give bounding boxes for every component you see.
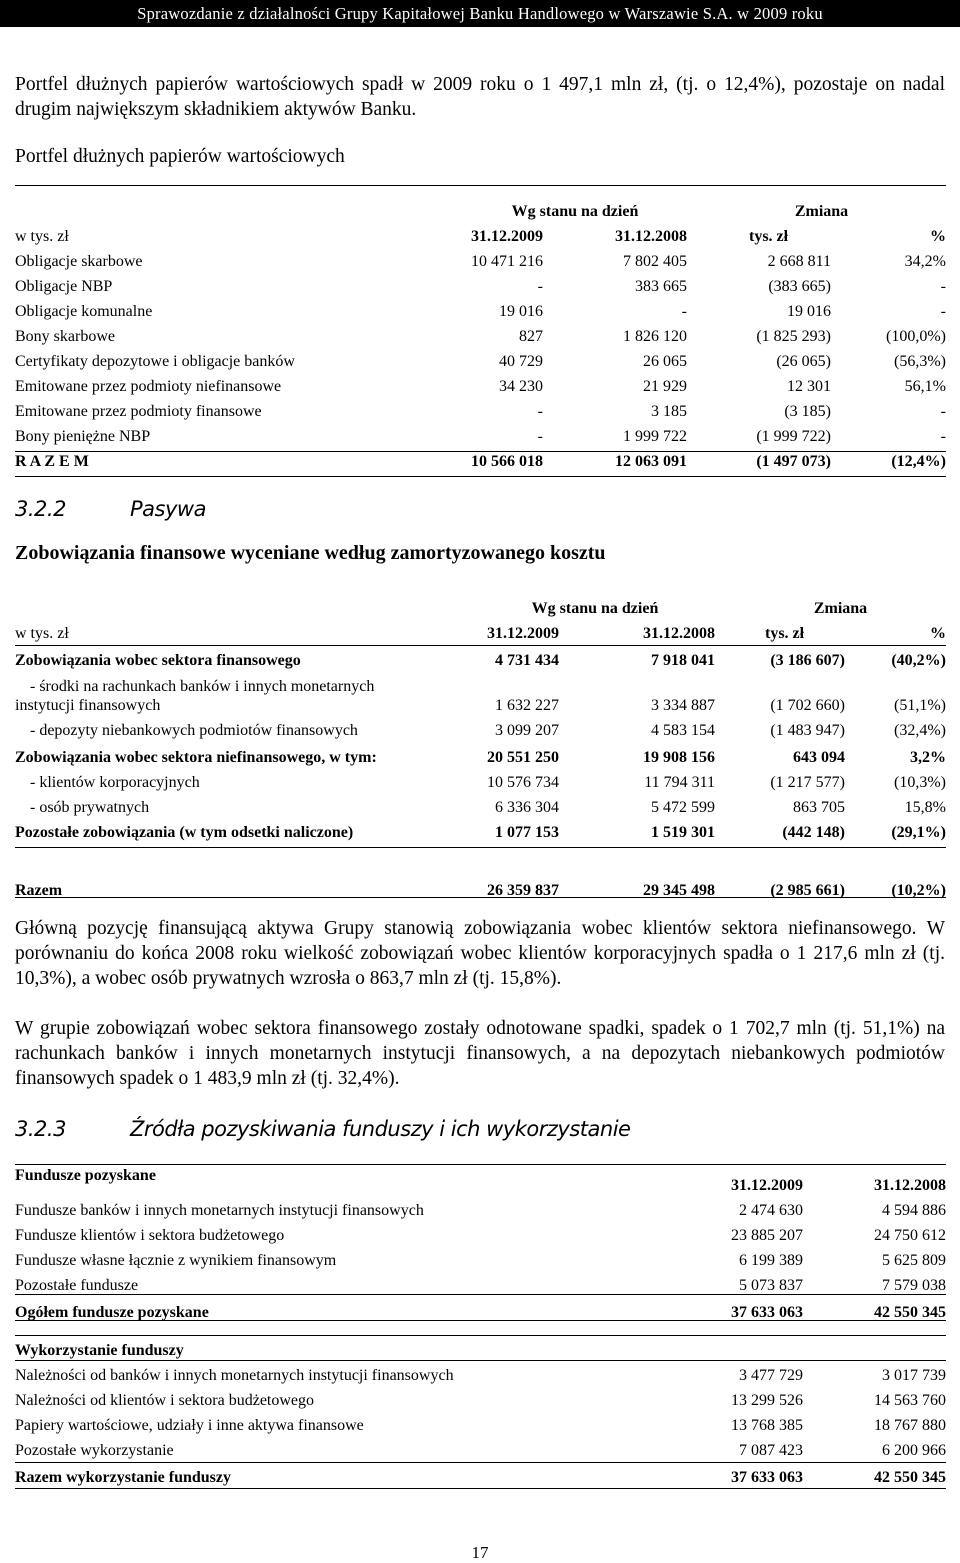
row-value-2009: 4 731 434 bbox=[495, 652, 559, 669]
row-value-2009: - bbox=[537, 428, 543, 445]
usage-table bbox=[15, 1335, 946, 1487]
row-value-2009: 6 336 304 bbox=[495, 799, 559, 816]
table-row bbox=[15, 346, 946, 371]
row-change-pct: - bbox=[940, 278, 946, 295]
row-change-pct: - bbox=[940, 428, 946, 445]
table-row bbox=[15, 396, 946, 421]
row-label: Obligacje skarbowe bbox=[15, 253, 143, 270]
row-label: Certyfikaty depozytowe i obligacje banków bbox=[15, 353, 295, 370]
table-row bbox=[15, 421, 946, 446]
row-change-pct: (56,3%) bbox=[894, 353, 946, 370]
table-row bbox=[15, 371, 946, 396]
table-row bbox=[15, 1245, 946, 1270]
row-change-abs: (383 665) bbox=[768, 278, 831, 295]
row-value-2009: 5 073 837 bbox=[739, 1277, 803, 1294]
section-title-323: Źródła pozyskiwania funduszy i ich wykorzystanie bbox=[130, 1117, 631, 1141]
table-row bbox=[15, 792, 946, 817]
row-value-2009: - bbox=[537, 278, 543, 295]
row-label: Bony skarbowe bbox=[15, 328, 115, 345]
section-number-323: 3.2.3 bbox=[15, 1117, 66, 1141]
row-value-2008: 5 472 599 bbox=[651, 799, 715, 816]
table-row bbox=[15, 740, 946, 767]
liabilities-title: Zobowiązania finansowe wyceniane według zamortyzowanego kosztu bbox=[15, 542, 606, 564]
liabilities-head-group: Wg stanu na dzień bbox=[531, 600, 659, 617]
usage-header-rule bbox=[15, 1360, 946, 1361]
row-label: Emitowane przez podmioty niefinansowe bbox=[15, 378, 282, 395]
total-change-pct: (12,4%) bbox=[891, 453, 946, 470]
row-label: Papiery wartościowe, udziały i inne aktywa finansowe bbox=[15, 1417, 364, 1434]
row-value-2008: 4 583 154 bbox=[651, 722, 715, 739]
row-value-2009: 6 199 389 bbox=[739, 1252, 803, 1269]
row-value-2008: 3 185 bbox=[651, 403, 687, 420]
row-label: Obligacje komunalne bbox=[15, 303, 153, 320]
portfolio-column-header-row bbox=[15, 221, 946, 246]
row-change-pct: - bbox=[940, 303, 946, 320]
row-value-2008: 18 767 880 bbox=[874, 1417, 946, 1434]
total-value-2008: 12 063 091 bbox=[615, 453, 687, 470]
row-value-2008: 26 065 bbox=[643, 353, 687, 370]
row-value-2009: 3 477 729 bbox=[739, 1367, 803, 1384]
total-value-2009: 10 566 018 bbox=[471, 453, 543, 470]
liabilities-column-header-row bbox=[15, 618, 946, 643]
portfolio-col-2008: 31.12.2008 bbox=[615, 228, 687, 245]
row-label-line1: - środki na rachunkach banków i innych monetarnych bbox=[30, 678, 375, 695]
usage-total-top-rule bbox=[15, 1462, 946, 1463]
portfolio-col-change-abs: tys. zł bbox=[749, 228, 789, 245]
row-value-2008: 5 625 809 bbox=[882, 1252, 946, 1269]
page-header: Sprawozdanie z działalności Grupy Kapitałowej Banku Handlowego w Warszawie S.A. w 2009 roku bbox=[0, 0, 960, 27]
row-label: Pozostałe zobowiązania (w tym odsetki naliczone) bbox=[15, 824, 354, 841]
row-change-abs: (442 148) bbox=[782, 824, 845, 841]
portfolio-head-group: Wg stanu na dzień bbox=[511, 203, 639, 220]
liabilities-table bbox=[15, 593, 946, 900]
row-value-2009: 827 bbox=[519, 328, 543, 345]
usage-title: Wykorzystanie funduszy bbox=[15, 1342, 184, 1359]
row-change-abs: (1 483 947) bbox=[770, 722, 845, 739]
row-change-pct: 15,8% bbox=[904, 799, 946, 816]
total-value-2008: 29 345 498 bbox=[643, 882, 715, 899]
liabilities-header-rule bbox=[15, 645, 946, 646]
row-label: Bony pieniężne NBP bbox=[15, 428, 151, 445]
table-row bbox=[15, 715, 946, 740]
funds-col-2009: 31.12.2009 bbox=[731, 1177, 803, 1194]
row-label: Pozostałe wykorzystanie bbox=[15, 1442, 174, 1459]
total-value-2009: 37 633 063 bbox=[731, 1469, 803, 1486]
row-value-2008: 4 594 886 bbox=[882, 1202, 946, 1219]
table-row bbox=[15, 643, 946, 670]
portfolio-unit: w tys. zł bbox=[15, 228, 69, 245]
row-value-2009: 10 576 734 bbox=[487, 774, 559, 791]
intro-paragraph: Portfel dłużnych papierów wartościowych spadł w 2009 roku o 1 497,1 mln zł, (tj. o 12,4%), pozostaje on nadal drugim największym składnikiem aktywów Banku. bbox=[15, 74, 945, 120]
row-change-pct: 34,2% bbox=[904, 253, 946, 270]
row-label: - klientów korporacyjnych bbox=[30, 774, 200, 791]
row-change-pct: (40,2%) bbox=[891, 652, 946, 669]
section-title-322: Pasywa bbox=[130, 497, 206, 521]
total-value-2009: 37 633 063 bbox=[731, 1304, 803, 1321]
row-value-2008: 7 918 041 bbox=[651, 652, 715, 669]
portfolio-top-rule bbox=[15, 185, 946, 186]
row-label: - depozyty niebankowych podmiotów finansowych bbox=[30, 722, 358, 739]
row-value-2009: 2 474 630 bbox=[739, 1202, 803, 1219]
total-value-2008: 42 550 345 bbox=[874, 1304, 946, 1321]
row-label-line2: instytucji finansowych bbox=[15, 697, 161, 714]
row-change-pct: (29,1%) bbox=[891, 824, 946, 841]
row-change-abs: (1 217 577) bbox=[770, 774, 845, 791]
total-label: Ogółem fundusze pozyskane bbox=[15, 1304, 209, 1321]
row-value-2008: 19 908 156 bbox=[643, 749, 715, 766]
total-row bbox=[15, 1295, 946, 1322]
row-change-abs: (1 825 293) bbox=[756, 328, 831, 345]
total-label: Razem wykorzystanie funduszy bbox=[15, 1469, 231, 1486]
row-value-2009: 19 016 bbox=[499, 303, 543, 320]
row-change-pct: 3,2% bbox=[910, 749, 946, 766]
funds-col-2008: 31.12.2008 bbox=[874, 1177, 946, 1194]
row-change-pct: (10,3%) bbox=[894, 774, 946, 791]
liabilities-col-change-pct: % bbox=[930, 625, 946, 642]
row-label: Zobowiązania wobec sektora niefinansowego, w tym: bbox=[15, 749, 377, 766]
row-change-abs: 19 016 bbox=[787, 303, 831, 320]
row-value-2008: - bbox=[681, 303, 687, 320]
row-change-abs: (3 185) bbox=[784, 403, 831, 420]
funds-bottom-rule bbox=[15, 1320, 946, 1321]
portfolio-col-2009: 31.12.2009 bbox=[471, 228, 543, 245]
portfolio-title: Portfel dłużnych papierów wartościowych bbox=[15, 146, 345, 167]
row-value-2008: 1 519 301 bbox=[651, 824, 715, 841]
table-row bbox=[15, 817, 946, 842]
row-label bbox=[15, 670, 445, 715]
row-value-2009: 3 099 207 bbox=[495, 722, 559, 739]
row-value-2008: 6 200 966 bbox=[882, 1442, 946, 1459]
liabilities-col-change-abs: tys. zł bbox=[765, 625, 805, 642]
row-change-pct: - bbox=[940, 403, 946, 420]
row-change-abs: (3 186 607) bbox=[770, 652, 845, 669]
row-value-2009: 40 729 bbox=[499, 353, 543, 370]
portfolio-total-top-rule bbox=[15, 451, 946, 452]
table-row bbox=[15, 246, 946, 271]
row-change-abs: 863 705 bbox=[793, 799, 845, 816]
liabilities-mid-rule bbox=[15, 847, 946, 848]
usage-bottom-rule bbox=[15, 1488, 946, 1489]
row-value-2008: 14 563 760 bbox=[874, 1392, 946, 1409]
row-value-2009: 1 077 153 bbox=[495, 824, 559, 841]
table-row bbox=[15, 271, 946, 296]
portfolio-table bbox=[15, 196, 946, 471]
row-change-abs: 2 668 811 bbox=[767, 253, 831, 270]
row-value-2009: 13 299 526 bbox=[731, 1392, 803, 1409]
row-label: Obligacje NBP bbox=[15, 278, 113, 295]
row-change-abs: 12 301 bbox=[787, 378, 831, 395]
total-row bbox=[15, 1460, 946, 1487]
row-value-2008: 3 017 739 bbox=[882, 1367, 946, 1384]
total-value-2008: 42 550 345 bbox=[874, 1469, 946, 1486]
row-value-2009: 7 087 423 bbox=[739, 1442, 803, 1459]
row-label: Zobowiązania wobec sektora finansowego bbox=[15, 652, 301, 669]
funds-top-rule bbox=[15, 1164, 946, 1165]
table-row bbox=[15, 1220, 946, 1245]
row-change-pct: (51,1%) bbox=[894, 697, 946, 714]
table-row bbox=[15, 1360, 946, 1385]
row-label: Fundusze własne łącznie z wynikiem finansowym bbox=[15, 1252, 337, 1269]
liabilities-col-2009: 31.12.2009 bbox=[487, 625, 559, 642]
table-row bbox=[15, 1270, 946, 1295]
row-change-abs: (1 999 722) bbox=[756, 428, 831, 445]
row-value-2008: 1 999 722 bbox=[623, 428, 687, 445]
table-row bbox=[15, 1385, 946, 1410]
row-label: Emitowane przez podmioty finansowe bbox=[15, 403, 262, 420]
table-row bbox=[15, 321, 946, 346]
row-value-2008: 3 334 887 bbox=[651, 697, 715, 714]
row-value-2008: 383 665 bbox=[635, 278, 687, 295]
total-change-abs: (1 497 073) bbox=[756, 453, 831, 470]
row-value-2008: 7 579 038 bbox=[882, 1277, 946, 1294]
row-value-2008: 7 802 405 bbox=[623, 253, 687, 270]
row-value-2008: 21 929 bbox=[643, 378, 687, 395]
funds-total-top-rule bbox=[15, 1294, 946, 1295]
portfolio-head-change: Zmiana bbox=[794, 203, 849, 220]
usage-header-row bbox=[15, 1335, 946, 1360]
page-number: 17 bbox=[471, 1543, 489, 1562]
table-row bbox=[15, 1410, 946, 1435]
row-value-2009: - bbox=[537, 403, 543, 420]
table-row bbox=[15, 1435, 946, 1460]
row-value-2009: 23 885 207 bbox=[731, 1227, 803, 1244]
funds-table bbox=[15, 1167, 946, 1322]
total-label: Razem bbox=[15, 882, 63, 899]
row-change-pct: (32,4%) bbox=[894, 722, 946, 739]
liabilities-head-change: Zmiana bbox=[813, 600, 868, 617]
total-value-2009: 26 359 837 bbox=[487, 882, 559, 899]
row-value-2009: 10 471 216 bbox=[471, 253, 543, 270]
liabilities-col-2008: 31.12.2008 bbox=[643, 625, 715, 642]
total-change-pct: (10,2%) bbox=[891, 882, 946, 899]
row-value-2008: 1 826 120 bbox=[623, 328, 687, 345]
table-row bbox=[15, 670, 946, 715]
row-change-pct: (100,0%) bbox=[886, 328, 946, 345]
row-change-abs: (1 702 660) bbox=[770, 697, 845, 714]
funds-header-row bbox=[15, 1167, 946, 1195]
liabilities-group-header-row bbox=[15, 593, 946, 618]
row-label: Fundusze klientów i sektora budżetowego bbox=[15, 1227, 285, 1244]
row-change-abs: 643 094 bbox=[793, 749, 845, 766]
table-row bbox=[15, 296, 946, 321]
total-change-abs: (2 985 661) bbox=[770, 882, 845, 899]
row-value-2008: 24 750 612 bbox=[874, 1227, 946, 1244]
paragraph-liabilities-financial: W grupie zobowiązań wobec sektora finansowego zostały odnotowane spadki, spadek o 1 702,7 mln (tj. 51,1%) na rachunkach banków i innych monetarnych instytucji finansowych, a na depozytach niebankowych podmiotów finansowych spadek o 1 483,9 mln zł (tj. 32,4%). bbox=[15, 1018, 945, 1089]
liabilities-unit: w tys. zł bbox=[15, 625, 69, 642]
row-value-2009: 1 632 227 bbox=[495, 697, 559, 714]
row-value-2009: 34 230 bbox=[499, 378, 543, 395]
row-label: Należności od klientów i sektora budżetowego bbox=[15, 1392, 315, 1409]
row-value-2009: 20 551 250 bbox=[487, 749, 559, 766]
table-row bbox=[15, 1195, 946, 1220]
row-change-pct: 56,1% bbox=[904, 378, 946, 395]
portfolio-group-header-row bbox=[15, 196, 946, 221]
total-row bbox=[15, 446, 946, 471]
total-label: R A Z E M bbox=[15, 453, 89, 470]
row-label: Fundusze banków i innych monetarnych instytucji finansowych bbox=[15, 1202, 424, 1219]
row-label: Należności od banków i innych monetarnych instytucji finansowych bbox=[15, 1367, 454, 1384]
row-label: - osób prywatnych bbox=[30, 799, 150, 816]
row-label: Pozostałe fundusze bbox=[15, 1277, 139, 1294]
paragraph-liabilities-clients: Główną pozycję finansującą aktywa Grupy stanowią zobowiązania wobec klientów sektora niefinansowego. W porównaniu do końca 2008 roku wielkość zobowiązań wobec klientów korporacyjnych spadła o 1 217,6 mln zł (tj. 10,3%), a wobec osób prywatnych wzrosła o 863,7 mln zł (tj. 15,8%). bbox=[15, 918, 945, 989]
liabilities-bottom-rule bbox=[15, 897, 946, 898]
section-number-322: 3.2.2 bbox=[15, 497, 66, 521]
row-value-2008: 11 794 311 bbox=[644, 774, 715, 791]
row-value-2009: 13 768 385 bbox=[731, 1417, 803, 1434]
portfolio-bottom-rule bbox=[15, 476, 946, 477]
portfolio-col-change-pct: % bbox=[930, 228, 946, 245]
table-row bbox=[15, 767, 946, 792]
funds-title: Fundusze pozyskane bbox=[15, 1167, 156, 1184]
row-change-abs: (26 065) bbox=[776, 353, 831, 370]
